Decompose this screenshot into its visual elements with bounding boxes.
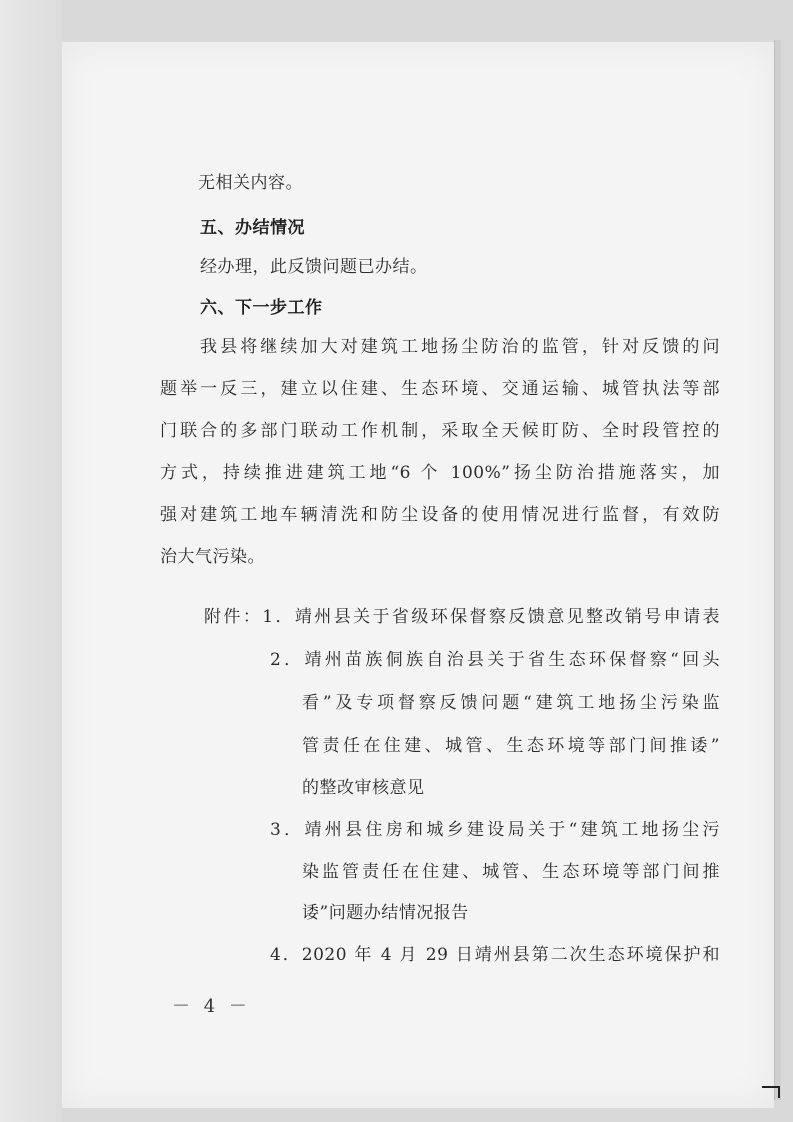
- body-line: 我县将继续加大对建筑工地扬尘防治的监管，针对反馈的问: [200, 337, 720, 357]
- scan-right-edge: [774, 40, 781, 1100]
- section-heading-6: 六、下一步工作: [200, 298, 323, 318]
- attachment-item-3-cont: 诿”问题办结情况报告: [302, 903, 469, 923]
- body-line: 强对建筑工地车辆清洗和防尘设备的使用情况进行监督，有效防: [160, 505, 720, 525]
- section-heading-5: 五、办结情况: [200, 218, 305, 238]
- attachment-item-4: 4．2020 年 4 月 29 日靖州县第二次生态环境保护和: [270, 945, 720, 965]
- attachment-item-2-cont: 看”及专项督察反馈问题“建筑工地扬尘污染监: [302, 693, 720, 713]
- attachment-item-2-cont: 管责任在住建、城管、生态环境等部门间推诿”: [302, 736, 720, 756]
- attachment-item-2: 2．靖州苗族侗族自治县关于省生态环保督察“回头: [270, 650, 720, 670]
- body-line: 题举一反三，建立以住建、生态环境、交通运输、城管执法等部: [160, 379, 720, 399]
- body-line: 治大气污染。: [160, 547, 265, 567]
- body-line: 门联合的多部门联动工作机制，采取全天候盯防、全时段管控的: [160, 421, 720, 441]
- body-line: 方式，持续推进建筑工地“6 个 100%”扬尘防治措施落实，加: [160, 463, 720, 483]
- attachment-item-1: 附件：1．靖州县关于省级环保督察反馈意见整改销号申请表: [204, 607, 720, 627]
- page-number: － 4 －: [172, 996, 251, 1017]
- attachment-item-3: 3．靖州县住房和城乡建设局关于“建筑工地扬尘污: [270, 820, 720, 840]
- attachment-item-2-cont: 的整改审核意见: [302, 778, 425, 798]
- attachment-item-3-cont: 染监管责任在住建、城管、生态环境等部门间推: [302, 862, 720, 882]
- scan-left-margin: [0, 0, 62, 1122]
- crop-mark: [762, 1086, 780, 1098]
- body-line: 经办理，此反馈问题已办结。: [200, 257, 428, 277]
- body-line: 无相关内容。: [198, 173, 303, 193]
